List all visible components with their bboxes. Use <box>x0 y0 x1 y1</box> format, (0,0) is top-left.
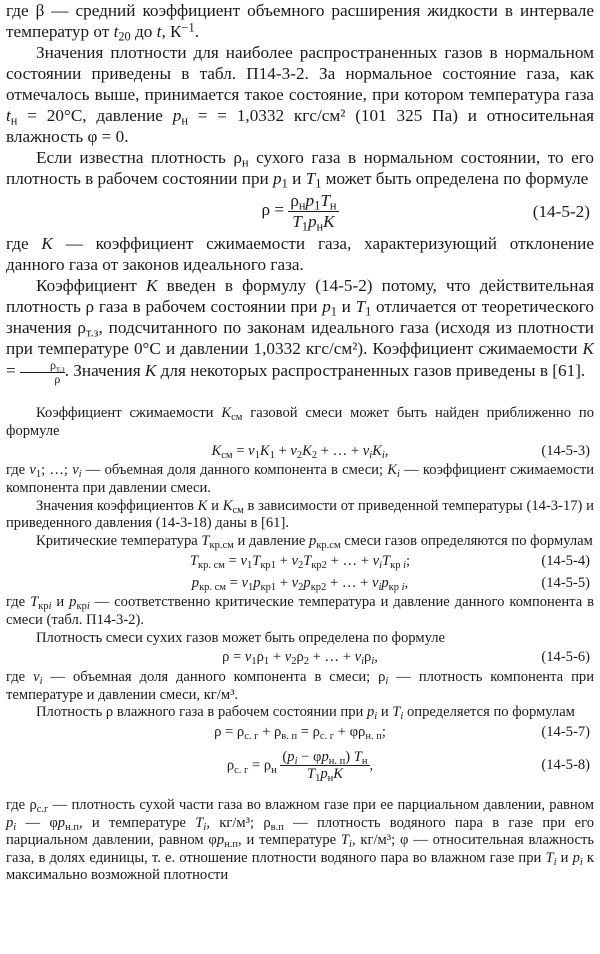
equation-14-5-8: $\rho_{с. г} = \rho_н$ $(p_i - \varphi p_{н. п})$ $T_н$ $T_1p_нK$ , (14-5-8) <box>226 748 590 785</box>
paragraph-beta-definition: где β — средний коэффициент объемного расширения жидкости в интервале температур от $t_{20}$ до t, $К^{-1}$. <box>6 1 594 44</box>
paragraph-dry-mixture-density-intro: Плотность смеси сухих газов может быть определена по формуле <box>36 629 446 646</box>
paragraph-critical-params-intro: Критические температура $T_{кр.см}$ и давление $p_{кр.см}$ смеси газов определяются по формулам <box>36 532 593 551</box>
paragraph-mixture-k-intro: Коэффициент сжимаемости $K_{см}$ газовой смеси может быть найден приближенно по формуле <box>6 405 594 439</box>
equation-number: (14-5-3) <box>541 442 590 459</box>
document-page <box>6 0 594 885</box>
paragraph-critical-component-definition: где $T_{крi}$ и $p_{крi}$ — соответственно критические температура и давление данного компонента в смеси (табл. П14-3-2). <box>6 594 595 628</box>
paragraph-wet-gas-density-intro: Плотность ρ влажного газа в рабочем состоянии при $p_i$ и $T_i$ определяется по формулам <box>36 704 575 723</box>
paragraph-density-formula-intro: Если известна плотность $\rho_н$ сухого газа в нормальном состоянии, то его плотность в рабочем состоянии при $p_1$ и $T_1$ может быть определена по формуле <box>6 148 594 191</box>
paragraph-k-explanation: Коэффициент K введен в формулу (14-5-2) потому, что действительная плотность ρ газа в рабочем состоянии при $p_1$ и $T_1$ отличается от теоретического значения $\rho_{т.з}$, подсчитанного по законам идеального газа (исходя из плотности при температуре 0°C и давлении 1,0332 кгс/см²). Коэффициент сжимаемости K = $\rho_{т.з}$ ρ . Значения K для некоторых распространенных газов приведены в [61]. <box>6 276 595 386</box>
equation-number: (14-5-5) <box>541 574 590 591</box>
equation-number: (14-5-8) <box>541 757 590 774</box>
paragraph-volume-fraction-definition: где $v_1$; …; $v_i$ — объемная доля данного компонента в смеси; $K_i$ — коэффициент сжимаемости компонента при давлении смеси. <box>6 462 595 496</box>
equation-14-5-5: $p_{кр. см} = v_1p_{кр1} + v_2p_{кр2}$ + … + $v_ip_{кр i}$, (14-5-5) <box>191 574 590 593</box>
equation-number: (14-5-2) <box>532 201 590 221</box>
paragraph-wet-gas-definitions: где $\rho_{с.г}$ — плотность сухой части газа во влажном газе при ее парциальном давлении, равном $p_i$ — $\varphi p_{н.п}$, и температуре $T_i$, кг/м³; $\rho_{в.п}$ — плотность водяного пара в газе при его парциальном давлении, равном $\varphi p_{н.п}$, и температуре $T_i$, кг/м³; φ — относительная влажность газа, в долях единицы, т. е. отношение плотности водяного пара во влажном газе при $T_i$ и $p_i$ к максимально возможной плотности <box>6 796 595 884</box>
equation-14-5-6: $\rho = v_1\rho_1 + v_2\rho_2$ + … + $v_i\rho_i$, (14-5-6) <box>222 649 590 668</box>
equation-14-5-2: ρ = $\rho_нp_1T_н$ $T_1p_нK$ (14-5-2) <box>261 190 590 234</box>
equation-number: (14-5-4) <box>541 552 590 569</box>
paragraph-k-values-reference: Значения коэффициентов K и $K_{см}$ в зависимости от приведенной температуры (14-3-17) и приведенного давления (14-3-18) даны в [61]. <box>6 497 594 532</box>
equation-14-5-7: $\rho = \rho_{с. г} + \rho_{в. п} = \rho_{с. г} + \varphi\rho_{н. п}$; (14-5-7) <box>214 724 590 743</box>
paragraph-k-definition: где K — коэффициент сжимаемости газа, характеризующий отклонение данного газа от законов идеального газа. <box>6 234 594 274</box>
equation-14-5-4: $T_{кр. см} = v_1T_{кр1} + v_2T_{кр2}$ + … + $v_iT_{кр i}$; (14-5-4) <box>189 552 590 571</box>
paragraph-normal-state: Значения плотности для наиболее распространенных газов в нормальном состоянии приведены в табл. П14-3-2. За нормальное состояние газа, как отмечалось выше, принимается такое состояние, при котором температура газа $t_н = 20^\circ C$, давление $p_н$ = = 1,0332 кгс/см² (101 325 Па) и относительная влажность φ = 0. <box>6 43 594 146</box>
equation-14-5-3: $K_{см} = v_1K_1 + v_2K_2$ + … + $v_iK_i$, (14-5-3) <box>211 442 590 461</box>
equation-number: (14-5-6) <box>541 649 590 666</box>
paragraph-component-density-definition: где $v_i$ — объемная доля данного компонента в смеси; $\rho_i$ — плотность компонента при температуре и давлении смеси, кг/м³. <box>6 669 595 703</box>
equation-number: (14-5-7) <box>541 724 590 741</box>
